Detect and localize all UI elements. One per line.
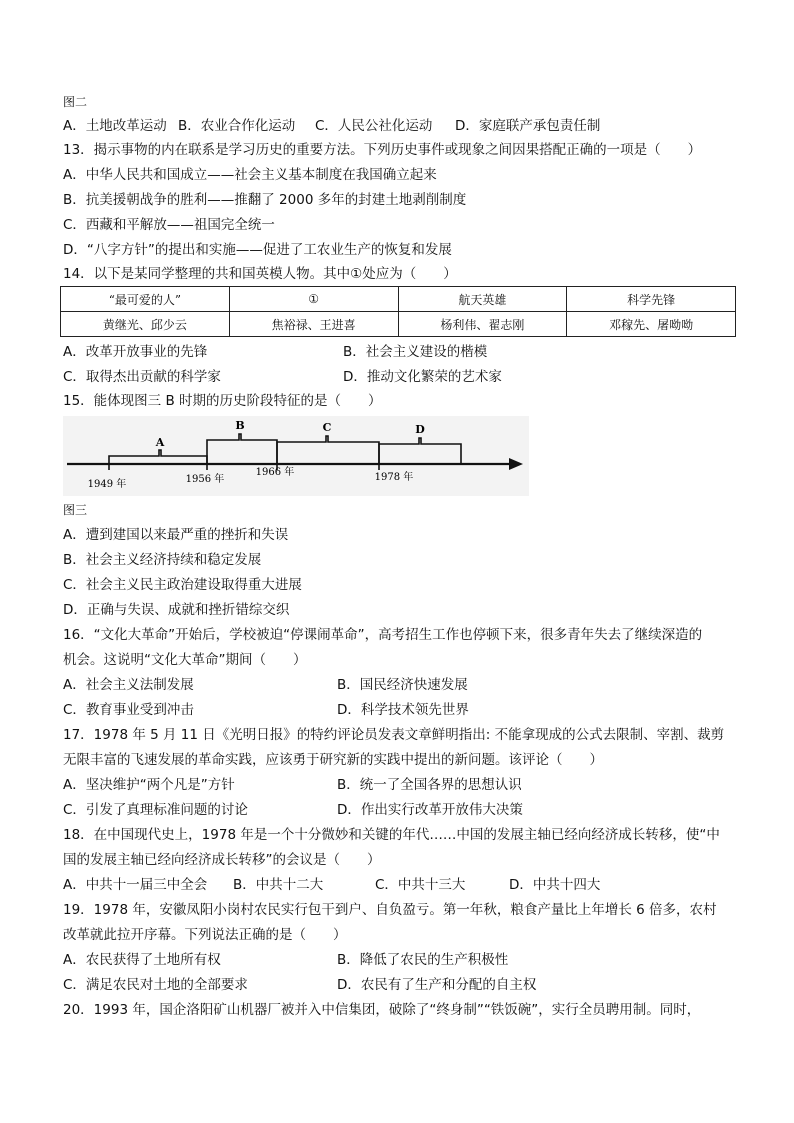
q15-option-d[interactable]: D．正确与失误、成就和挫折错综交织 [63, 602, 290, 618]
q12-option-a[interactable]: A．土地改革运动 [63, 118, 167, 134]
q18-option-d[interactable]: D．中共十四大 [509, 877, 601, 893]
q19-stem-line-1: 19．1978 年，安徽凤阳小岗村农民实行包干到户、自负盈亏。第一年秋，粮食产量比上年增长 6 倍多，农村 [63, 902, 717, 918]
q18-stem-line-2: 国的发展主轴已经向经济成长转移”的会议是（ ） [63, 852, 381, 868]
period-label-c: C [322, 421, 332, 434]
period-label-a: A [155, 436, 165, 449]
q13-option-b[interactable]: B．抗美援朝战争的胜利——推翻了 2000 多年的封建土地剥削制度 [63, 192, 467, 208]
period-label-b: B [235, 419, 245, 432]
q19-option-b[interactable]: B．降低了农民的生产积极性 [337, 952, 509, 968]
q18-stem-line-1: 18．在中国现代史上，1978 年是一个十分微妙和关键的年代……中国的发展主轴已经向经济成长转移，使“中 [63, 827, 720, 843]
q18-option-b[interactable]: B．中共十二大 [233, 877, 324, 893]
q15-option-c[interactable]: C．社会主义民主政治建设取得重大进展 [63, 577, 302, 593]
q14-option-b[interactable]: B．社会主义建设的楷模 [343, 344, 488, 360]
q13-stem: 13．揭示事物的内在联系是学习历史的重要方法。下列历史事件或现象之间因果搭配正确的一项是（ ） [63, 142, 702, 158]
figure-2-caption: 图二 [63, 95, 88, 109]
table-row [61, 312, 736, 337]
q15-option-b[interactable]: B．社会主义经济持续和稳定发展 [63, 552, 262, 568]
table-header-cell: 航天英雄 [398, 287, 567, 312]
q17-stem-line-2: 无限丰富的飞速发展的革命实践，应该勇于研究新的实践中提出的新问题。该评论（ ） [63, 752, 603, 768]
q12-option-b[interactable]: B．农业合作化运动 [178, 118, 296, 134]
q19-option-c[interactable]: C．满足农民对土地的全部要求 [63, 977, 248, 993]
q13-option-c[interactable]: C．西藏和平解放——祖国完全统一 [63, 217, 275, 233]
q15-stem: 15．能体现图三 B 时期的历史阶段特征的是（ ） [63, 393, 382, 409]
q14-option-d[interactable]: D．推动文化繁荣的艺术家 [343, 369, 502, 385]
q17-option-b[interactable]: B．统一了全国各界的思想认识 [337, 777, 522, 793]
q19-option-d[interactable]: D．农民有了生产和分配的自主权 [337, 977, 537, 993]
figure-3-caption: 图三 [63, 503, 88, 517]
hero-table [60, 286, 736, 337]
q16-option-a[interactable]: A．社会主义法制发展 [63, 677, 194, 693]
q15-option-a[interactable]: A．遭到建国以来最严重的挫折和失误 [63, 527, 289, 543]
q20-stem-line-1: 20．1993 年，国企洛阳矿山机器厂被并入中信集团，破除了“终身制”“铁饭碗”，实行全员聘用制。同时， [63, 1002, 701, 1018]
year-label-1949: 1949 年 [87, 479, 127, 490]
q16-stem-line-2: 机会。这说明“文化大革命”期间（ ） [63, 652, 307, 668]
q13-option-d[interactable]: D．“八字方针”的提出和实施——促进了工农业生产的恢复和发展 [63, 242, 452, 258]
q17-option-a[interactable]: A．坚决维护“两个凡是”方针 [63, 777, 235, 793]
q16-stem-line-1: 16．“文化大革命”开始后，学校被迫“停课闹革命”，高考招生工作也停顿下来，很多青年失去了继续深造的 [63, 627, 703, 643]
q14-option-a[interactable]: A．改革开放事业的先锋 [63, 344, 208, 360]
q17-option-d[interactable]: D．作出实行改革开放伟大决策 [337, 802, 523, 818]
q16-option-c[interactable]: C．教育事业受到冲击 [63, 702, 194, 718]
timeline-figure [63, 416, 529, 496]
q18-option-c[interactable]: C．中共十三大 [375, 877, 466, 893]
table-header-cell: “最可爱的人” [61, 287, 230, 312]
q16-option-d[interactable]: D．科学技术领先世界 [337, 702, 469, 718]
q13-option-a[interactable]: A．中华人民共和国成立——社会主义基本制度在我国确立起来 [63, 167, 437, 183]
q19-option-a[interactable]: A．农民获得了土地所有权 [63, 952, 221, 968]
table-cell: 杨利伟、翟志刚 [398, 312, 567, 337]
q19-stem-line-2: 改革就此拉开序幕。下列说法正确的是（ ） [63, 927, 347, 943]
period-label-d: D [415, 423, 425, 436]
table-row [61, 287, 736, 312]
q16-option-b[interactable]: B．国民经济快速发展 [337, 677, 468, 693]
table-header-cell: 科学先锋 [567, 287, 736, 312]
q12-option-c[interactable]: C．人民公社化运动 [315, 118, 433, 134]
q14-option-c[interactable]: C．取得杰出贡献的科学家 [63, 369, 221, 385]
table-cell: 焦裕禄、王进喜 [229, 312, 398, 337]
q17-option-c[interactable]: C．引发了真理标准问题的讨论 [63, 802, 248, 818]
table-header-cell: ① [229, 287, 398, 312]
q18-option-a[interactable]: A．中共十一届三中全会 [63, 877, 208, 893]
year-label-1978: 1978 年 [374, 472, 414, 483]
q14-stem: 14．以下是某同学整理的共和国英模人物。其中①处应为（ ） [63, 266, 457, 282]
q12-option-d[interactable]: D．家庭联产承包责任制 [455, 118, 601, 134]
year-label-1956: 1956 年 [185, 474, 225, 485]
table-cell: 邓稼先、屠呦呦 [567, 312, 736, 337]
year-label-1966: 1966 年 [255, 467, 295, 478]
table-cell: 黄继光、邱少云 [61, 312, 230, 337]
q17-stem-line-1: 17．1978 年 5 月 11 日《光明日报》的特约评论员发表文章鲜明指出: 不能拿现成的公式去限制、宰割、裁剪 [63, 727, 725, 743]
